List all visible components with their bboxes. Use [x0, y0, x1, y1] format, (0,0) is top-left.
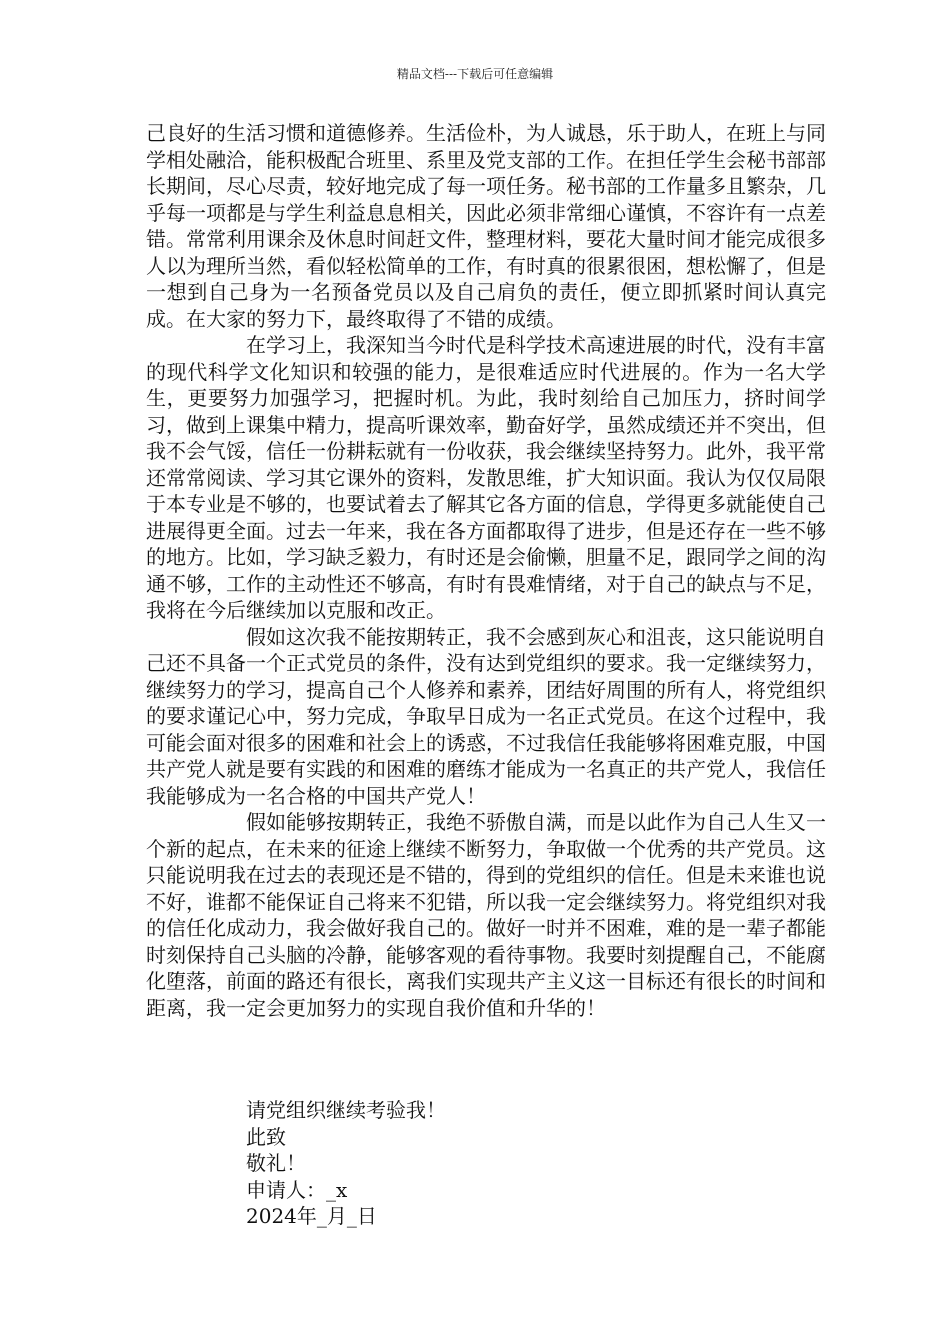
- closing-request: 请党组织继续考验我！: [246, 1098, 446, 1122]
- letter-body: [146, 120, 826, 1021]
- paragraph-4: 假如能够按期转正，我绝不骄傲自满，而是以此作为自己人生又一个新的起点，在未来的征途上继续不断努力，争取做一个优秀的共产党员。这只能说明我在过去的表现还是不错的，得到的党组织的信任。但是未来谁也说不好，谁都不能保证自己将来不犯错，所以我一定会继续努力。将党组织对我的信任化成动力，我会做好我自己的。做好一时并不困难，难的是一辈子都能时刻保持自己头脑的冷静，能够客观的看待事物。我要时刻提醒自己，不能腐化堕落，前面的路还有很长，离我们实现共产主义这一目标还有很长的时间和距离，我一定会更加努力的实现自我价值和升华的！: [146, 810, 826, 1020]
- applicant-line: 申请人：_x: [246, 1177, 348, 1202]
- paragraph-1: 己良好的生活习惯和道德修养。生活俭朴，为人诚恳，乐于助人，在班上与同学相处融洽，能积极配合班里、系里及党支部的工作。在担任学生会秘书部部长期间，尽心尽责，较好地完成了每一项任务。秘书部的工作量多且繁杂，几乎每一项都是与学生利益息息相关，因此必须非常细心谨慎，不容许有一点差错。常常利用课余及休息时间赶文件，整理材料，要花大量时间才能完成很多人以为理所当然，看似轻松简单的工作，有时真的很累很困，想松懈了，但是一想到自己身为一名预备党员以及自己肩负的责任，便立即抓紧时间认真完成。在大家的努力下，最终取得了不错的成绩。: [146, 121, 826, 331]
- closing-regards: 敬礼！: [246, 1151, 306, 1175]
- paragraph-2: 在学习上，我深知当今时代是科学技术高速进展的时代，没有丰富的现代科学文化知识和较强的能力，是很难适应时代进展的。作为一名大学生，更要努力加强学习，把握时机。为此，我时刻给自己加压力，挤时间学习，做到上课集中精力，提高听课效率，勤奋好学，虽然成绩还并不突出，但我不会气馁，信任一份耕耘就有一份收获，我会继续坚持努力。此外，我平常还常常阅读、学习其它课外的资料，发散思维，扩大知识面。我认为仅仅局限于本专业是不够的，也要试着去了解其它各方面的信息，学得更多就能使自己进展得更全面。过去一年来，我在各方面都取得了进步，但是还存在一些不够的地方。比如，学习缺乏毅力，有时还是会偷懒，胆量不足，跟同学之间的沟通不够，工作的主动性还不够高，有时有畏难情绪，对于自己的缺点与不足，我将在今后继续加以克服和改正。: [146, 333, 826, 622]
- closing-salutation: 此致: [246, 1124, 286, 1149]
- page-header: 精品文档---下载后可任意编辑: [396, 67, 554, 81]
- letter-closing: [246, 1097, 746, 1230]
- date-line: 2024年_月_日: [246, 1204, 377, 1228]
- paragraph-3: 假如这次我不能按期转正，我不会感到灰心和沮丧，这只能说明自己还不具备一个正式党员的条件，没有达到党组织的要求。我一定继续努力，继续努力的学习，提高自己个人修养和素养，团结好周围的所有人，将党组织的要求谨记心中，努力完成，争取早日成为一名正式党员。在这个过程中，我可能会面对很多的困难和社会上的诱惑，不过我信任我能够将困难克服，中国共产党人就是要有实践的和困难的磨练才能成为一名真正的共产党人，我信任我能够成为一名合格的中国共产党人！: [146, 624, 826, 808]
